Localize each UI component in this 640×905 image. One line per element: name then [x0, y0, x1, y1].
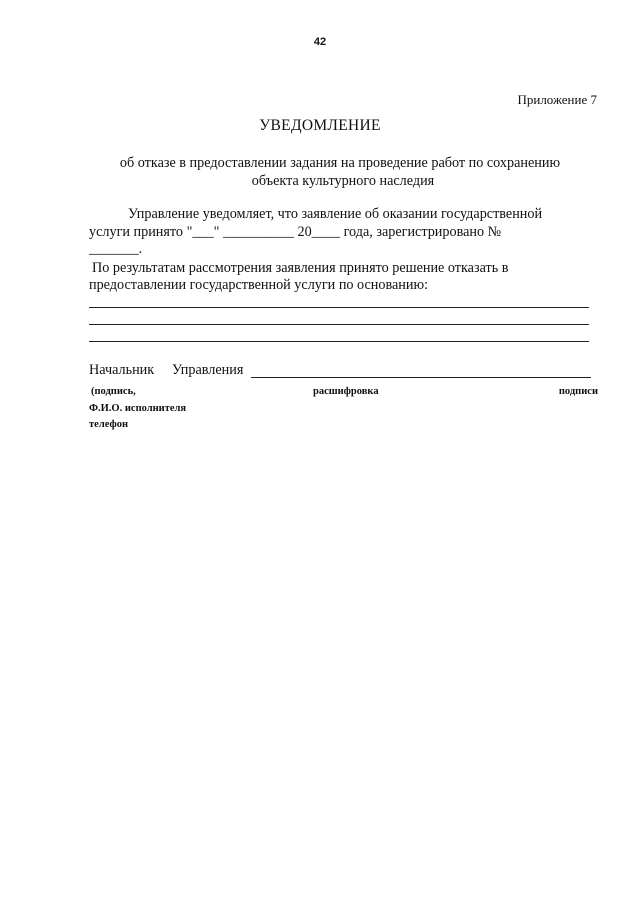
subtitle-line-2: объекта культурного наследия [251, 173, 435, 189]
caption-signature: (подпись, [91, 386, 136, 397]
appendix-label: Приложение 7 [517, 92, 597, 107]
phone-label: телефон [89, 419, 129, 430]
head-label: Начальник [89, 362, 155, 378]
decision-line-1: По результатам рассмотрения заявления принято решение отказать в [92, 260, 509, 276]
notice-line-3: _______. [89, 241, 143, 257]
notice-line-1: Управление уведомляет, что заявление об оказании государственной [128, 206, 543, 222]
notice-line-2: услуги принято "___" __________ 20____ года, зарегистрировано № [89, 224, 502, 240]
subtitle-line-1: об отказе в предоставлении задания на проведение работ по сохранению [119, 155, 561, 171]
document-title: УВЕДОМЛЕНИЕ [259, 117, 381, 134]
signature-line [251, 377, 591, 378]
executor-name-label: Ф.И.О. исполнителя [89, 403, 187, 414]
decision-line-2: предоставлении государственной услуги по основанию: [89, 277, 429, 293]
department-label: Управления [172, 362, 244, 378]
document-subtitle [0, 154, 640, 190]
reason-line-1 [89, 307, 589, 308]
caption-decoding: расшифровка [313, 386, 379, 397]
reason-line-2 [89, 324, 589, 325]
reason-line-3 [89, 341, 589, 342]
caption-signature-end: подписи [558, 386, 598, 397]
page-number: 42 [313, 36, 327, 48]
